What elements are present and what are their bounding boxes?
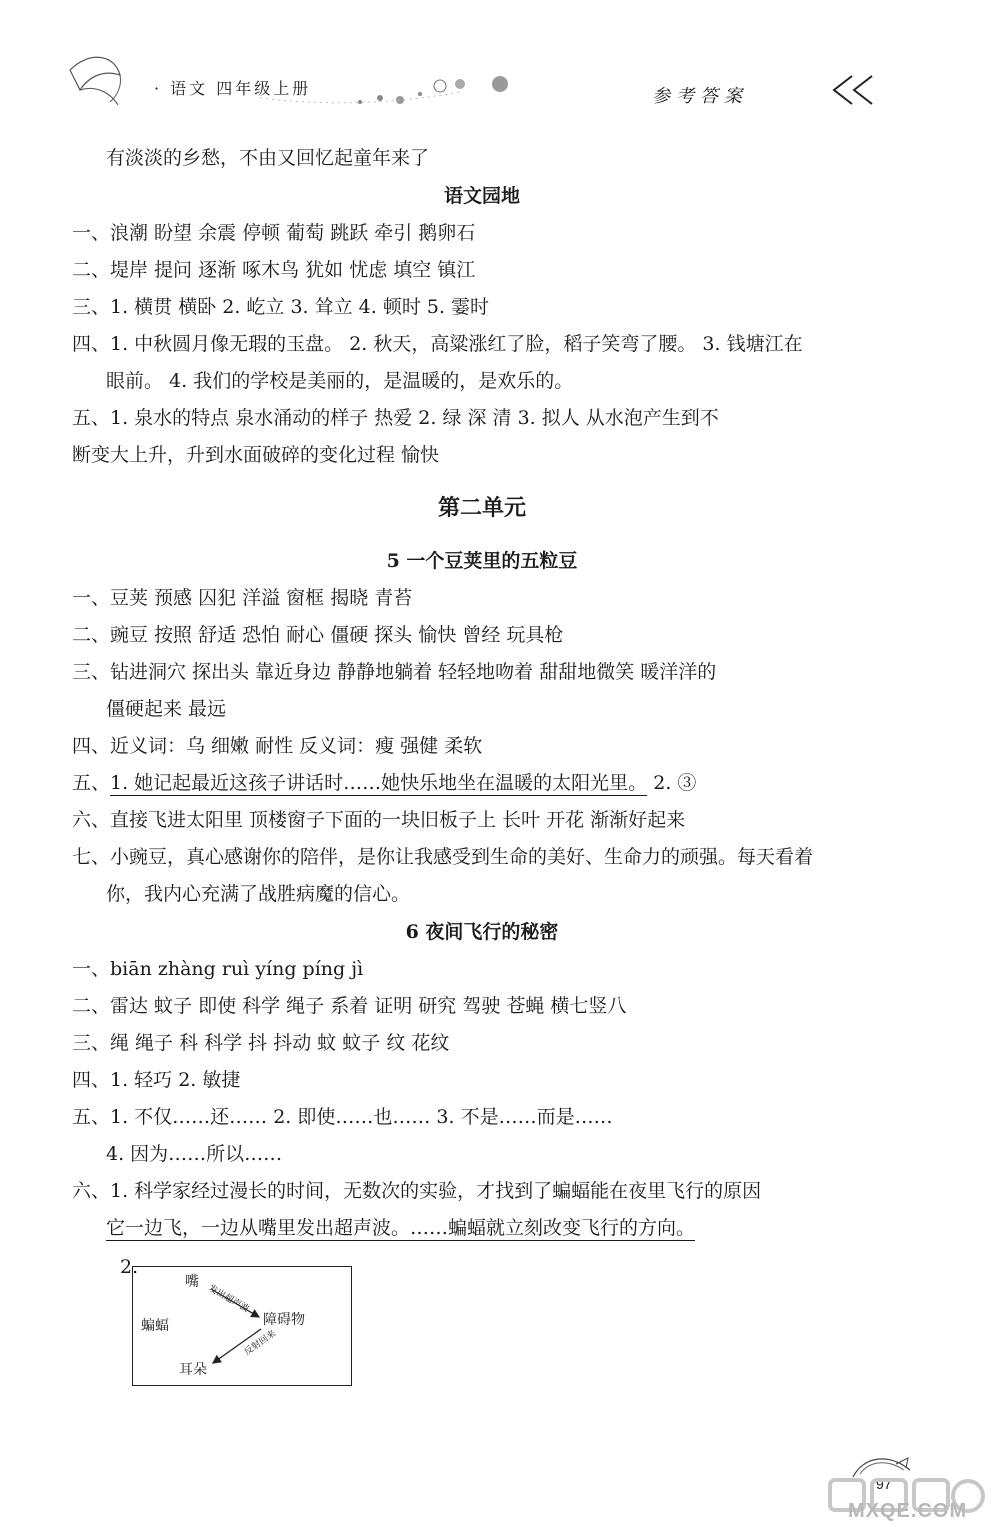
answer-line	[72, 728, 892, 765]
answer-line	[72, 765, 892, 802]
answer-text: 三、1. 横贯 横卧 2. 屹立 3. 耸立 4. 顿时 5. 霎时	[72, 296, 490, 318]
page-header	[0, 0, 1000, 130]
answer-text: 语文园地	[443, 185, 520, 207]
answer-line	[72, 876, 892, 913]
answer-text: 5 一个豆荚里的五粒豆	[386, 550, 578, 572]
answer-text: 一、浪潮 盼望 余震 停顿 葡萄 跳跃 牵引 鹅卵石	[72, 222, 476, 244]
answer-text: 二、雷达 蚊子 即使 科学 绳子 系着 证明 研究 驾驶 苍蝇 横七竖八	[72, 995, 627, 1017]
answer-content	[72, 140, 892, 1247]
page-number: 97	[876, 1476, 892, 1492]
label-ear: 耳朵	[179, 1362, 207, 1378]
diagram-number: 2.	[120, 1256, 139, 1278]
answer-line	[72, 1173, 892, 1210]
answer-text: 五、1. 泉水的特点 泉水涌动的样子 热爱 2. 绿 深 清 3. 拟人 从水泡产生到不	[72, 407, 719, 429]
answer-text: 你，我内心充满了战胜病魔的信心。	[106, 883, 411, 905]
answer-line	[72, 140, 892, 177]
answer-text: 四、1. 中秋圆月像无瑕的玉盘。 2. 秋天，高粱涨红了脸，稻子笑弯了腰。 3. 钱塘江在	[72, 333, 803, 355]
underlined-answer: 1. 她记起最近这孩子讲话时……她快乐地坐在温暖的太阳光里。	[110, 772, 648, 794]
watermark-text: MXQE.COM	[848, 1500, 968, 1522]
answer-text: 三、钻进洞穴 探出头 靠近身边 静静地躺着 轻轻地吻着 甜甜地微笑 暖洋洋的	[72, 661, 717, 683]
answer-text: 二、堤岸 提问 逐渐 啄木鸟 犹如 忧虑 填空 镇江	[72, 259, 476, 281]
answer-line	[72, 617, 892, 654]
answer-line	[72, 215, 892, 252]
answer-line	[72, 437, 892, 474]
answer-line	[72, 1136, 892, 1173]
diagram-frame	[132, 1266, 352, 1386]
answer-text: 五、1. 不仅……还…… 2. 即使……也…… 3. 不是……而是……	[72, 1106, 613, 1128]
answer-text: 五、	[72, 772, 111, 794]
answer-line	[72, 580, 892, 617]
label-obstacle: 障碍物	[263, 1312, 305, 1328]
answer-line	[72, 839, 892, 876]
answer-text: 僵硬起来 最远	[106, 698, 227, 720]
label-bat: 蝙蝠	[141, 1318, 169, 1334]
header-subject: · 语文 四年级上册	[154, 79, 312, 98]
answer-line	[72, 1099, 892, 1136]
answer-line	[72, 326, 892, 363]
answer-line	[72, 289, 892, 326]
answer-line	[72, 1025, 892, 1062]
underlined-answer: 它一边飞，一边从嘴里发出超声波。……蝙蝠就立刻改变飞行的方向。	[106, 1217, 696, 1239]
section-title	[72, 913, 892, 951]
answer-text: 四、1. 轻巧 2. 敏捷	[72, 1069, 241, 1091]
double-chevron-left-icon	[828, 72, 878, 108]
label-reflect: 反射回来	[242, 1328, 278, 1358]
answer-text: 二、豌豆 按照 舒适 恐怕 耐心 僵硬 探头 愉快 曾经 玩具枪	[72, 624, 564, 646]
answer-text: 一、豆荚 预感 囚犯 洋溢 窗框 揭晓 青苔	[72, 587, 413, 609]
answer-line	[72, 1062, 892, 1099]
answer-line	[72, 951, 892, 988]
answer-text: 四、近义词：乌 细嫩 耐性 反义词：瘦 强健 柔软	[72, 735, 483, 757]
answer-line	[72, 654, 892, 691]
answer-text: 断变大上升，升到水面破碎的变化过程 愉快	[72, 444, 440, 466]
answer-text: 一、biān zhàng ruì yíng píng jì	[72, 958, 364, 980]
section-title	[72, 177, 892, 215]
unit-title	[72, 478, 892, 538]
answer-line	[72, 363, 892, 400]
section-title	[72, 542, 892, 580]
answer-text: 4. 因为……所以……	[106, 1143, 283, 1165]
header-answer-key: 参考答案	[652, 86, 748, 107]
answer-text: 有淡淡的乡愁，不由又回忆起童年来了	[106, 147, 430, 169]
answer-text: 七、小豌豆，真心感谢你的陪伴，是你让我感受到生命的美好、生命力的顽强。每天看着	[72, 846, 814, 868]
answer-line	[72, 1210, 892, 1247]
answer-line	[72, 988, 892, 1025]
answer-text: 2. ③	[647, 772, 697, 794]
answer-line	[72, 400, 892, 437]
label-mouth: 嘴	[185, 1274, 199, 1290]
answer-text: 眼前。 4. 我们的学校是美丽的，是温暖的，是欢乐的。	[106, 370, 574, 392]
answer-text: 三、绳 绳子 科 科学 抖 抖动 蚊 蚊子 纹 花纹	[72, 1032, 450, 1054]
answer-text: 六、1. 科学家经过漫长的时间，无数次的实验，才找到了蝙蝠能在夜里飞行的原因	[72, 1180, 762, 1202]
answer-line	[72, 691, 892, 728]
answer-text: 6 夜间飞行的秘密	[405, 921, 559, 943]
answer-text: 第二单元	[437, 495, 526, 521]
answer-text: 六、直接飞进太阳里 顶楼窗子下面的一块旧板子上 长叶 开花 渐渐好起来	[72, 809, 686, 831]
answer-line	[72, 802, 892, 839]
label-emit: 发出超声波	[206, 1283, 251, 1315]
answer-line	[72, 252, 892, 289]
